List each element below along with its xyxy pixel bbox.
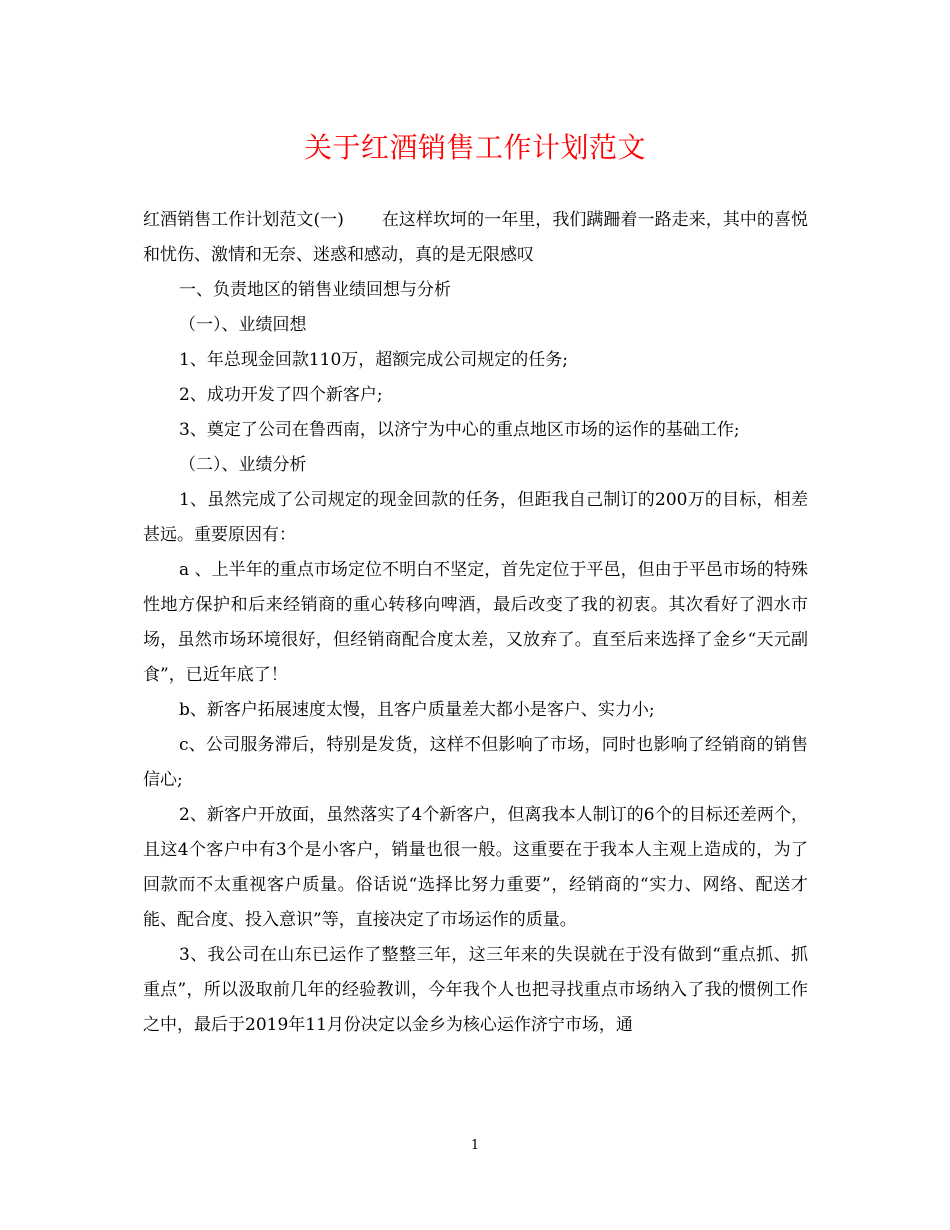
paragraph: 3、我公司在山东已运作了整整三年，这三年来的失误就在于没有做到“重点抓、抓重点”，所以汲取前几年的经验教训，今年我个人也把寻找重点市场纳入了我的惯例工作之中，最后于2019年11月份决定以金乡为核心运作济宁市场，通 — [143, 945, 808, 1035]
document-body — [143, 203, 808, 1043]
paragraph: 3、奠定了公司在鲁西南，以济宁为中心的重点地区市场的运作的基础工作; — [179, 420, 740, 440]
paragraph: b、新客户拓展速度太慢，且客户质量差大都小是客户、实力小; — [179, 700, 655, 720]
document-title: 关于红酒销售工作计划范文 — [303, 131, 646, 164]
intro-paragraph — [143, 203, 808, 273]
intro-text: 在这样坎坷的一年里，我们蹒跚着一路走来，其中的喜悦和忧伤、激情和无奈、迷惑和感动，真的是无限感叹 — [143, 210, 808, 265]
paragraph: a 、上半年的重点市场定位不明白不坚定，首先定位于平邑，但由于平邑市场的特殊性地方保护和后来经销商的重心转移向啤酒，最后改变了我的初衷。其次看好了泗水市场，虽然市场环境很好，但经销商配合度太差，又放弃了。直至后来选择了金乡“天元副食”，已近年底了！ — [143, 560, 808, 685]
page-number: 1 — [470, 1138, 480, 1153]
paragraph: 1、年总现金回款110万，超额完成公司规定的任务; — [179, 350, 568, 370]
paragraph: c、公司服务滞后，特别是发货，这样不但影响了市场，同时也影响了经销商的销售信心; — [143, 735, 808, 790]
section-heading-1: 一、负责地区的销售业绩回想与分析 — [179, 280, 451, 300]
paragraph: 1、虽然完成了公司规定的现金回款的任务，但距我自己制订的200万的目标，相差甚远。重要原因有： — [143, 490, 808, 545]
subsection-heading-1: （一）、业绩回想 — [179, 315, 307, 335]
subsection-heading-2: （二）、业绩分析 — [179, 455, 307, 475]
paragraph: 2、新客户开放面，虽然落实了4个新客户，但离我本人制订的6个的目标还差两个，且这4个客户中有3个是小客户，销量也很一般。这重要在于我本人主观上造成的，为了回款而不太重视客户质量。俗话说“选择比努力重要”，经销商的“实力、网络、配送才能、配合度、投入意识”等，直接决定了市场运作的质量。 — [143, 805, 808, 930]
paragraph: 2、成功开发了四个新客户; — [179, 385, 383, 405]
intro-lead: 红酒销售工作计划范文(一) — [143, 210, 344, 230]
